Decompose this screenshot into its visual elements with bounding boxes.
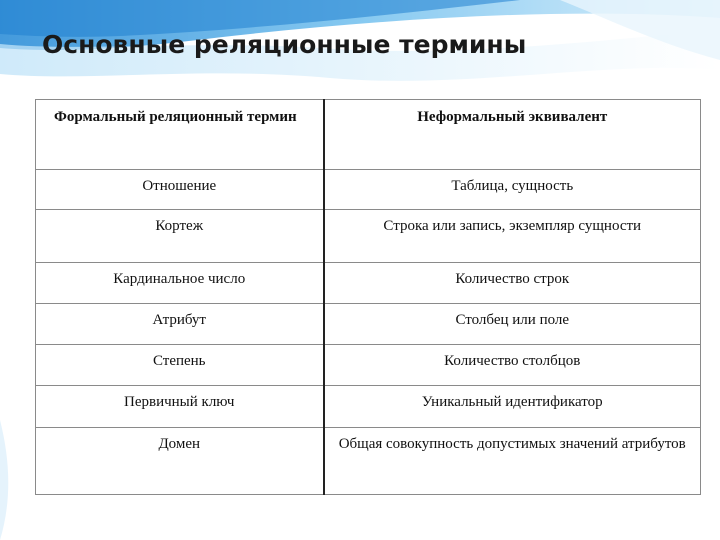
table-header-row: [36, 100, 701, 170]
table-row: [36, 263, 701, 304]
informal-equivalent-cell: Количество строк: [324, 263, 701, 304]
formal-term-cell: Отношение: [36, 170, 324, 210]
terms-table: [35, 99, 701, 495]
formal-term-cell: Кардинальное число: [36, 263, 324, 304]
formal-term-cell: Кортеж: [36, 210, 324, 263]
formal-term-cell: Атрибут: [36, 304, 324, 345]
informal-equivalent-cell: Строка или запись, экземпляр сущности: [324, 210, 701, 263]
informal-equivalent-cell: Общая совокупность допустимых значений атрибутов: [324, 428, 701, 495]
header-informal-equivalent: Неформальный эквивалент: [324, 100, 701, 170]
table-row: [36, 345, 701, 386]
formal-term-cell: Степень: [36, 345, 324, 386]
table-row: [36, 386, 701, 428]
formal-term-cell: Первичный ключ: [36, 386, 324, 428]
page-title: Основные реляционные термины: [42, 30, 527, 59]
informal-equivalent-cell: Столбец или поле: [324, 304, 701, 345]
informal-equivalent-cell: Количество столбцов: [324, 345, 701, 386]
formal-term-cell: Домен: [36, 428, 324, 495]
table-row: [36, 170, 701, 210]
informal-equivalent-cell: Таблица, сущность: [324, 170, 701, 210]
table-row: [36, 428, 701, 495]
informal-equivalent-cell: Уникальный идентификатор: [324, 386, 701, 428]
table-row: [36, 304, 701, 345]
table-row: [36, 210, 701, 263]
header-formal-term: Формальный реляционный термин: [36, 100, 324, 170]
